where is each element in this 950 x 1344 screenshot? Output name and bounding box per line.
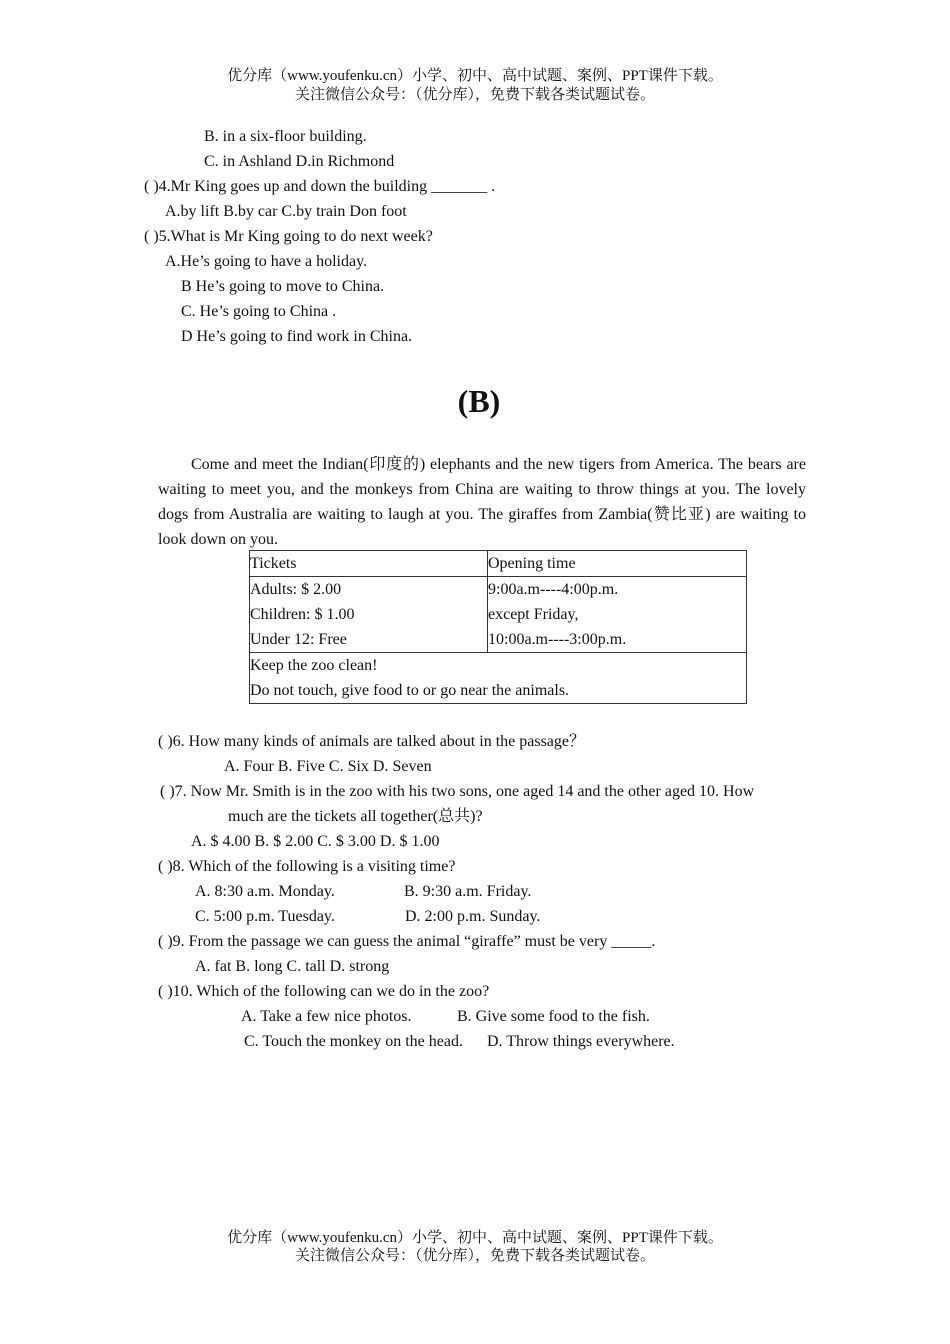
q10-option-c: C. Touch the monkey on the head. — [244, 1033, 463, 1050]
table-row-rules — [250, 653, 747, 704]
q7-stem: ( )7. Now Mr. Smith is in the zoo with his two sons, one aged 14 and the other aged 10. How — [160, 783, 755, 800]
q6-options: A. Four B. Five C. Six D. Seven — [224, 758, 432, 775]
q10-option-b: B. Give some food to the fish. — [457, 1008, 650, 1025]
price-under-12: Under 12: Free — [250, 631, 347, 648]
q5-option-d: D He’s going to find work in China. — [181, 328, 413, 345]
q9-stem: ( )9. From the passage we can guess the animal “giraffe” must be very _____. — [158, 933, 656, 950]
rule-1: Keep the zoo clean! — [250, 657, 378, 674]
table-header-opening-time: Opening time — [488, 551, 747, 577]
q6-stem: ( )6. How many kinds of animals are talked about in the passage？ — [158, 733, 586, 750]
q10-option-a: A. Take a few nice photos. — [241, 1008, 412, 1025]
section-b-title: (B) — [457, 383, 501, 419]
q9-options: A. fat B. long C. tall D. strong — [195, 958, 390, 975]
q3-option-c-d: C. in Ashland D.in Richmond — [204, 153, 395, 170]
table-header-row — [250, 551, 747, 577]
q4-options: A.by lift B.by car C.by train Don foot — [165, 203, 407, 220]
zoo-rules-cell — [250, 653, 747, 704]
ticket-prices-cell — [250, 577, 488, 653]
q5-option-b: B He’s going to move to China. — [181, 278, 385, 295]
q5-option-a: A.He’s going to have a holiday. — [165, 253, 368, 270]
zoo-info-table — [249, 550, 747, 704]
q10-stem: ( )10. Which of the following can we do in the zoo? — [158, 983, 490, 1000]
q7-options: A. $ 4.00 B. $ 2.00 C. $ 3.00 D. $ 1.00 — [191, 833, 440, 850]
q8-option-a: A. 8:30 a.m. Monday. — [195, 883, 335, 900]
q8-option-d: D. 2:00 p.m. Sunday. — [405, 908, 541, 925]
q5-option-c: C. He’s going to China . — [181, 303, 337, 320]
opening-time-2: 10:00a.m----3:00p.m. — [488, 631, 627, 648]
header-line-1: 优分库（www.youfenku.cn）小学、初中、高中试题、案例、PPT课件下载。 — [227, 68, 723, 84]
table-header-tickets: Tickets — [250, 551, 488, 577]
opening-time-1: 9:00a.m----4:00p.m. — [488, 581, 619, 598]
q5-stem: ( )5.What is Mr King going to do next week? — [144, 228, 433, 245]
passage-text: Come and meet the Indian(印度的) elephants and the new tigers from America. The bears are waiting to meet you, and the monkeys from China are waiting to throw things at you. The lovely dogs from Australia are waiting to laugh at you. The giraffes from Zambia(赞比亚) are waiting to look down on you. — [158, 456, 806, 548]
q8-stem: ( )8. Which of the following is a visiting time? — [158, 858, 456, 875]
rule-2: Do not touch, give food to or go near the animals. — [250, 682, 570, 699]
q3-option-b: B. in a six-floor building. — [204, 128, 367, 145]
opening-times-cell — [488, 577, 747, 653]
q8-option-c: C. 5:00 p.m. Tuesday. — [195, 908, 335, 925]
table-row-prices — [250, 577, 747, 653]
reading-passage — [158, 452, 806, 552]
header-line-2: 关注微信公众号：（优分库），免费下载各类试题试卷。 — [294, 87, 655, 103]
opening-exception: except Friday, — [488, 606, 579, 623]
price-children: Children: $ 1.00 — [250, 606, 355, 623]
footer-line-1: 优分库（www.youfenku.cn）小学、初中、高中试题、案例、PPT课件下载。 — [227, 1230, 723, 1246]
footer-line-2: 关注微信公众号：（优分库），免费下载各类试题试卷。 — [294, 1248, 655, 1264]
q8-option-b: B. 9:30 a.m. Friday. — [404, 883, 532, 900]
q4-stem: ( )4.Mr King goes up and down the building _______ . — [144, 178, 496, 195]
q10-option-d: D. Throw things everywhere. — [487, 1033, 675, 1050]
price-adults: Adults: $ 2.00 — [250, 581, 342, 598]
q7-stem-continued: much are the tickets all together(总共)? — [228, 808, 483, 825]
